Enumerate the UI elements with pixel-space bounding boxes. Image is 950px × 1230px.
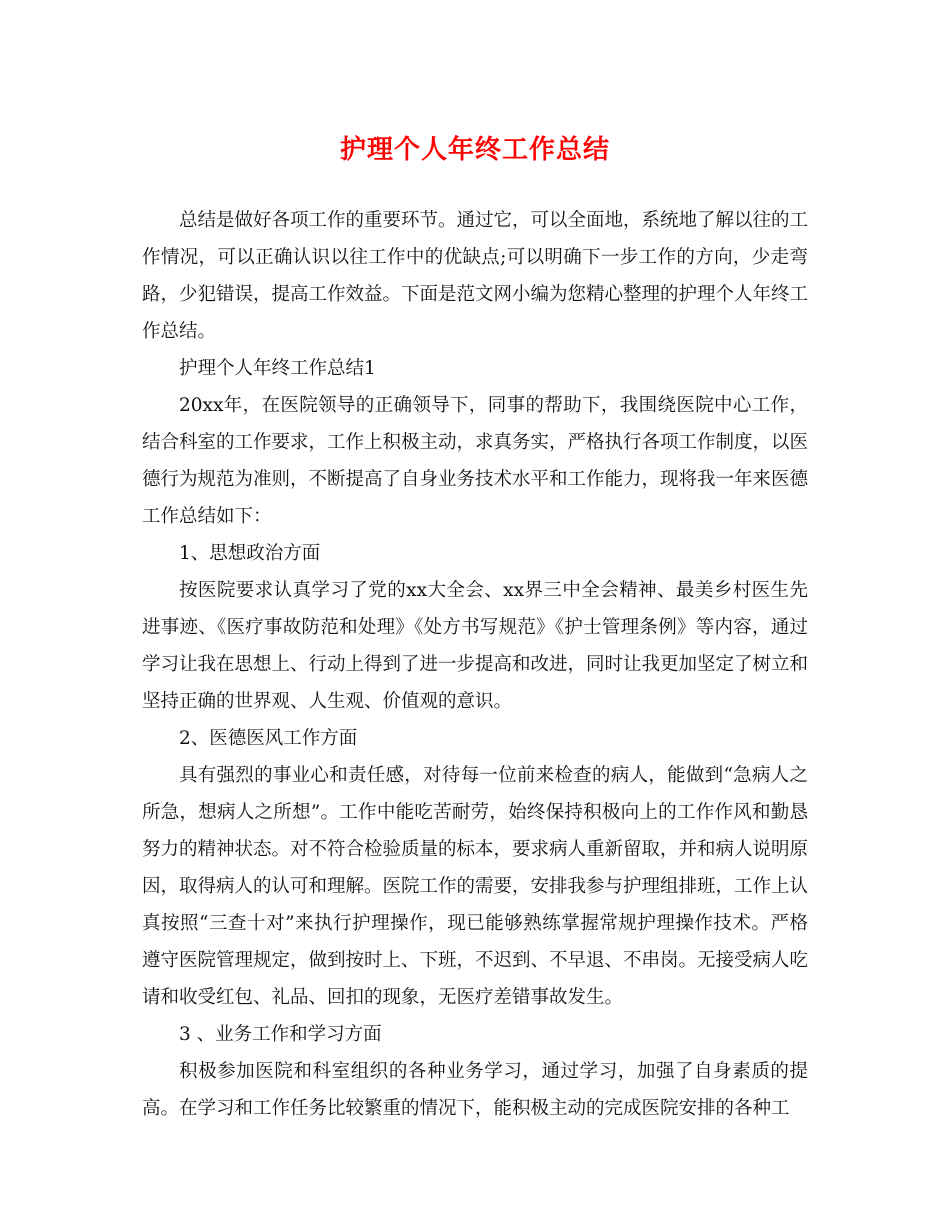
paragraph-business-study: 积极参加医院和科室组织的各种业务学习，通过学习，加强了自身素质的提高。在学习和工作任务比较繁重的情况下，能积极主动的完成医院安排的各种工 bbox=[142, 1061, 808, 1119]
section-heading-medical-ethics: 2、医德医风工作方面 bbox=[179, 728, 358, 749]
section-heading-political-thought: 1、思想政治方面 bbox=[179, 543, 321, 564]
paragraph-political-thought: 按医院要求认真学习了党的xx大全会、xx界三中全会精神、最美乡村医生先进事迹、《医疗事故防范和处理》《处方书写规范》《护士管理条例》等内容，通过学习让我在思想上、行动上得到了进一步提高和改进，同时让我更加坚定了树立和坚持正确的世界观、人生观、价值观的意识。 bbox=[142, 580, 809, 712]
document-body bbox=[142, 202, 808, 1127]
section-heading-summary-1: 护理个人年终工作总结1 bbox=[179, 358, 376, 379]
document-title: 护理个人年终工作总结 bbox=[339, 135, 610, 165]
section-heading-business-study: 3 、业务工作和学习方面 bbox=[179, 1024, 382, 1045]
paragraph-summary-opening: 20xx年，在医院领导的正确领导下，同事的帮助下，我围绕医院中心工作，结合科室的工作要求，工作上积极主动，求真务实，严格执行各项工作制度，以医德行为规范为准则，不断提高了自身业务技术水平和工作能力，现将我一年来医德工作总结如下： bbox=[142, 395, 809, 527]
paragraph-intro: 总结是做好各项工作的重要环节。通过它，可以全面地，系统地了解以往的工作情况，可以正确认识以往工作中的优缺点;可以明确下一步工作的方向，少走弯路，少犯错误，提高工作效益。下面是范文网小编为您精心整理的护理个人年终工作总结。 bbox=[142, 210, 809, 342]
paragraph-medical-ethics: 具有强烈的事业心和责任感，对待每一位前来检查的病人，能做到“急病人之所急，想病人之所想”。工作中能吃苦耐劳，始终保持积极向上的工作作风和勤恳努力的精神状态。对不符合检验质量的标本，要求病人重新留取，并和病人说明原因，取得病人的认可和理解。医院工作的需要，安排我参与护理组排班，工作上认真按照“三查十对”来执行护理操作，现已能够熟练掌握常规护理操作技术。严格遵守医院管理规定，做到按时上、下班，不迟到、不早退、不串岗。无接受病人吃请和收受红包、礼品、回扣的现象，无医疗差错事故发生。 bbox=[142, 765, 809, 1008]
